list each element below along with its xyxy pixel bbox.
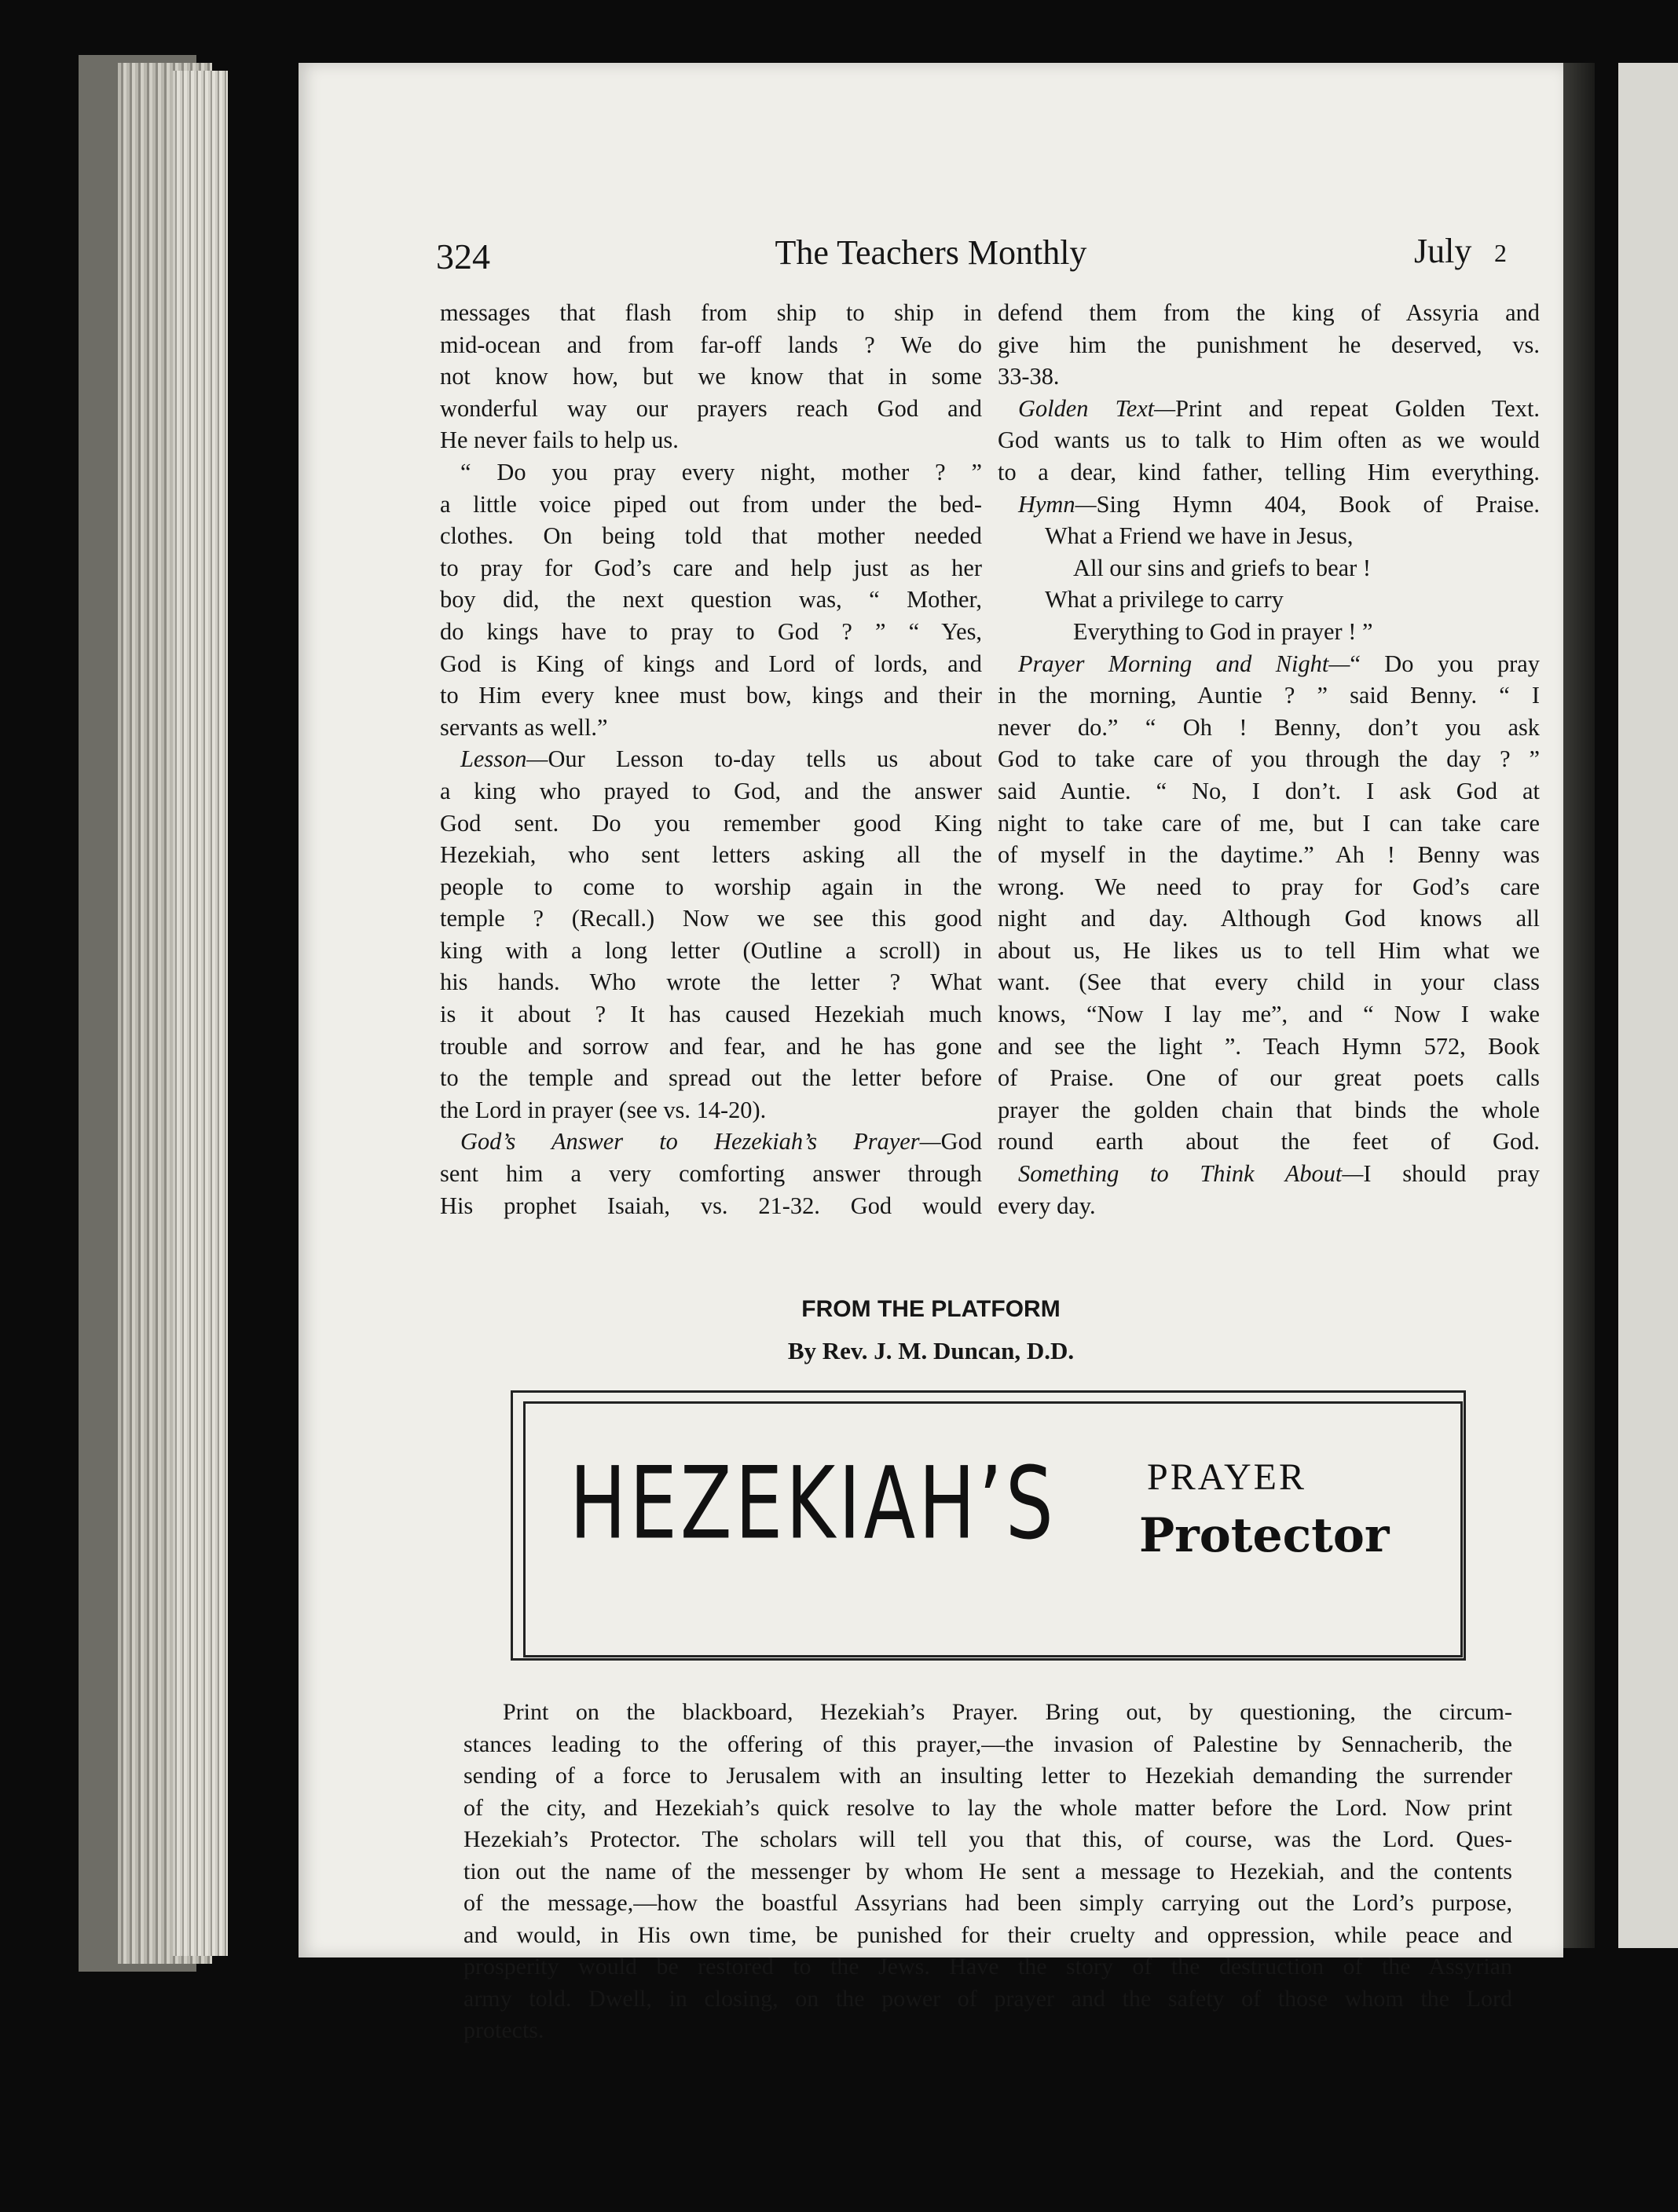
line-text: is it about ? It has caused Hezekiah much [440, 1001, 982, 1028]
text-line [998, 393, 1540, 425]
line-text: God sent. Do you remember good King [440, 809, 982, 837]
text-line: of the city, and Hezekiah’s quick resolve to lay the whole matter before the Lord. Now print [463, 1794, 1512, 1821]
text-line [440, 1062, 982, 1094]
text-line [440, 1190, 982, 1222]
line-text: of Praise. One of our great poets calls [998, 1064, 1540, 1092]
text-line [440, 1126, 982, 1158]
line-text: his hands. Who wrote the letter ? What [440, 969, 982, 996]
text-line [998, 1031, 1540, 1063]
line-text: every day. [998, 1192, 1096, 1219]
line-text: night and day. Although God knows all [998, 905, 1540, 932]
run-in-heading: Something to Think About— [1018, 1160, 1364, 1188]
text-line [440, 679, 982, 712]
text-line [998, 775, 1540, 808]
text-line [440, 871, 982, 903]
text-line [440, 552, 982, 584]
text-line: and would, in His own time, be punished for their cruelty and oppression, while peace and [463, 1921, 1512, 1948]
line-text: said Auntie. “ No, I don’t. I ask God at [998, 777, 1540, 804]
line-text: prayer the golden chain that binds the whole [998, 1096, 1540, 1123]
line-text: round earth about the feet of God. [998, 1128, 1540, 1155]
blackboard-word-prayer: PRAYER [1147, 1456, 1306, 1498]
text-line [998, 1158, 1540, 1190]
text-line [440, 1094, 982, 1126]
text-line [998, 1126, 1540, 1158]
run-in-heading: God’s Answer to Hezekiah’s Prayer— [460, 1128, 941, 1155]
page-number: 324 [436, 236, 490, 276]
text-line [998, 616, 1540, 648]
line-text: servants as well.” [440, 713, 608, 741]
line-text: about us, He likes us to tell Him what we [998, 936, 1540, 964]
line-text: want. (See that every child in your class [998, 969, 1540, 996]
left-column [440, 297, 982, 1221]
text-line [440, 361, 982, 393]
text-line [440, 648, 982, 680]
text-line [998, 424, 1540, 456]
line-text: and see the light ”. Teach Hymn 572, Book [998, 1032, 1540, 1060]
facing-page-edge [1618, 63, 1678, 1948]
line-text: God to take care of you through the day ? ” [998, 745, 1540, 773]
text-line [440, 1158, 982, 1190]
line-text: God wants us to talk to Him often as we would [998, 427, 1540, 454]
text-line [440, 903, 982, 935]
line-text: “ Do you pray every night, mother ? ” [460, 458, 982, 485]
text-line [440, 297, 982, 329]
line-text: What a Friend we have in Jesus, [1045, 522, 1354, 550]
text-line: army told. Dwell, in closing, on the power of prayer and the safety of those whom the Lord [463, 1985, 1512, 2012]
line-text: not know how, but we know that in some [440, 363, 982, 390]
running-title: The Teachers Monthly [775, 233, 1087, 272]
text-line [440, 966, 982, 998]
text-line [440, 935, 982, 967]
text-line [998, 456, 1540, 489]
page [299, 63, 1563, 2043]
text-line: Print on the blackboard, Hezekiah’s Prayer. Bring out, by questioning, the circum- [503, 1699, 1512, 1725]
blackboard-word-protector: Protector [1139, 1508, 1390, 1563]
line-text: I should pray [1363, 1160, 1540, 1188]
line-text: of myself in the daytime.” Ah ! Benny was [998, 841, 1540, 869]
text-line [998, 808, 1540, 840]
text-line [998, 839, 1540, 871]
header-month-number: 2 [1494, 239, 1507, 267]
line-text: sent him a very comforting answer through [440, 1160, 982, 1188]
text-line [998, 679, 1540, 712]
blackboard-diagram [511, 1390, 1466, 1661]
text-line [998, 1190, 1540, 1222]
text-line [998, 329, 1540, 361]
line-text: to pray for God’s care and help just as her [440, 554, 982, 581]
text-line: sending of a force to Jerusalem with an insulting letter to Hezekiah demanding the surrender [463, 1763, 1512, 1789]
line-text: a little voice piped out from under the bed- [440, 490, 982, 518]
header-month: July [1414, 232, 1472, 270]
section-author: By Rev. J. M. Duncan, D.D. [787, 1337, 1075, 1364]
line-text: never do.” “ Oh ! Benny, don’t you ask [998, 713, 1540, 741]
text-line [998, 743, 1540, 775]
text-line [440, 489, 982, 521]
line-text: trouble and sorrow and fear, and he has gone [440, 1032, 982, 1060]
text-line [998, 1094, 1540, 1126]
run-in-heading: Golden Text— [1018, 394, 1176, 422]
text-line [440, 616, 982, 648]
line-text: the Lord in prayer (see vs. 14-20). [440, 1096, 767, 1123]
text-line [998, 552, 1540, 584]
line-text: wonderful way our prayers reach God and [440, 394, 982, 422]
text-line [440, 456, 982, 489]
line-text: messages that flash from ship to ship in [440, 299, 982, 326]
text-line [440, 520, 982, 552]
line-text: night to take care of me, but I can take care [998, 809, 1540, 837]
text-line: Hezekiah’s Protector. The scholars will tell you that this, of course, was the Lord. Ques- [463, 1826, 1512, 1852]
text-line: protects. [463, 2017, 544, 2043]
blackboard-word-hezekiahs: HEZEKIAH’S [570, 1445, 1057, 1562]
text-line [440, 775, 982, 808]
line-text: to Him every knee must bow, kings and their [440, 682, 982, 709]
line-text: defend them from the king of Assyria and [998, 299, 1540, 326]
line-text: to the temple and spread out the letter before [440, 1064, 982, 1092]
text-line: prosperity would be restored to the Jews. Have the story of the destruction of the Assyrian [463, 1954, 1512, 1979]
text-line [998, 361, 1540, 393]
line-text: All our sins and griefs to bear ! [1073, 554, 1371, 581]
running-header [299, 228, 1563, 275]
line-text: to a dear, kind father, telling Him everything. [998, 458, 1540, 485]
line-text: boy did, the next question was, “ Mother, [440, 586, 982, 613]
text-line [998, 1062, 1540, 1094]
run-in-heading: Prayer Morning and Night— [1018, 650, 1350, 677]
line-text: a king who prayed to God, and the answer [440, 777, 982, 804]
text-line [998, 489, 1540, 521]
line-text: temple ? (Recall.) Now we see this good [440, 905, 982, 932]
line-text: do kings have to pray to God ? ” “ Yes, [440, 617, 982, 645]
line-text: Sing Hymn 404, Book of Praise. [1096, 490, 1540, 518]
line-text: in the morning, Auntie ? ” said Benny. “ I [998, 682, 1540, 709]
text-line [998, 871, 1540, 903]
platform-paragraph [463, 1697, 1512, 2047]
text-line [440, 424, 982, 456]
line-text: clothes. On being told that mother needed [440, 522, 982, 550]
page-edges [173, 71, 228, 1956]
text-line [440, 1031, 982, 1063]
text-line [998, 712, 1540, 744]
text-line [440, 329, 982, 361]
line-text: God is King of kings and Lord of lords, and [440, 650, 982, 677]
line-text: 33-38. [998, 363, 1060, 390]
text-line: tion out the name of the messenger by whom He sent a message to Hezekiah, and the contents [463, 1858, 1512, 1884]
text-line [440, 839, 982, 871]
line-text: “ Do you pray [1350, 650, 1540, 677]
run-in-heading: Hymn— [1018, 490, 1097, 518]
line-text: mid-ocean and from far-off lands ? We do [440, 331, 982, 358]
text-line [998, 648, 1540, 680]
text-line [998, 520, 1540, 552]
text-line [440, 584, 982, 616]
text-line [998, 584, 1540, 616]
text-line [998, 998, 1540, 1031]
line-text: wrong. We need to pray for God’s care [998, 873, 1540, 900]
text-line [998, 935, 1540, 967]
line-text: God [940, 1128, 982, 1155]
line-text: king with a long letter (Outline a scroll) in [440, 936, 982, 964]
spine-shadow [1563, 63, 1595, 1948]
text-line [440, 743, 982, 775]
text-line [440, 998, 982, 1031]
line-text: Print and repeat Golden Text. [1175, 394, 1540, 422]
text-line [998, 903, 1540, 935]
line-text: Hezekiah, who sent letters asking all the [440, 841, 982, 869]
text-line: stances leading to the offering of this prayer,—the invasion of Palestine by Sennacherib, the [463, 1730, 1512, 1757]
line-text: give him the punishment he deserved, vs. [998, 331, 1540, 358]
section-heading: FROM THE PLATFORM [801, 1296, 1061, 1322]
text-line [440, 712, 982, 744]
line-text: What a privilege to carry [1045, 586, 1284, 613]
text-line [440, 808, 982, 840]
text-line [440, 393, 982, 425]
line-text: Everything to God in prayer ! ” [1073, 617, 1373, 645]
right-column [998, 297, 1540, 1221]
line-text: He never fails to help us. [440, 427, 679, 454]
run-in-heading: Lesson— [460, 745, 548, 773]
line-text: His prophet Isaiah, vs. 21-32. God would [440, 1192, 982, 1219]
text-line: of the message,—how the boastful Assyrians had been simply carrying out the Lord’s purpose, [463, 1890, 1512, 1916]
line-text: knows, “Now I lay me”, and “ Now I wake [998, 1001, 1540, 1028]
line-text: Our Lesson to-day tells us about [548, 745, 982, 773]
line-text: people to come to worship again in the [440, 873, 982, 900]
text-line [998, 966, 1540, 998]
text-line [998, 297, 1540, 329]
